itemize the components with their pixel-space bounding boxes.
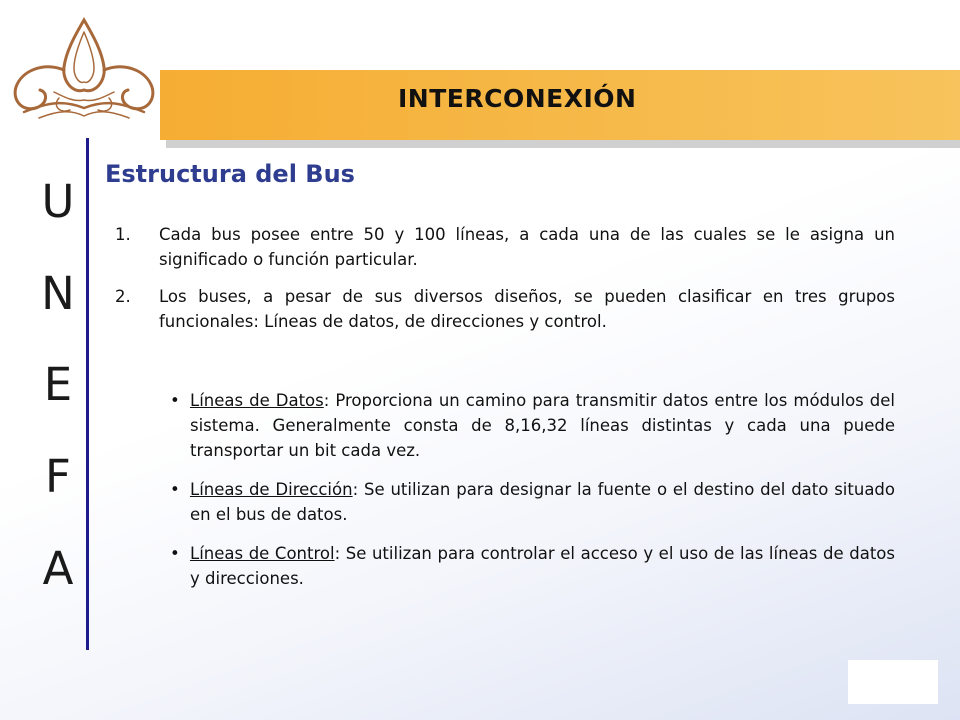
letter-u: U xyxy=(41,175,75,228)
item-number: 2. xyxy=(115,287,131,306)
item-text: Los buses, a pesar de sus diversos diseños, se pueden clasificar en tres grupos funcionales: Líneas de datos, de direcciones y control. xyxy=(159,287,895,331)
bullet-text: : Proporciona un camino para transmitir datos entre los módulos del sistema. Generalmente consta de 8,16,32 líneas distintas y cada una puede transportar un bit cada vez. xyxy=(190,391,895,460)
numbered-list xyxy=(115,222,895,346)
item-number: 1. xyxy=(115,225,131,244)
bullet-dot: • xyxy=(170,544,180,563)
bullet-text: : Se utilizan para controlar el acceso y el uso de las líneas de datos y direcciones. xyxy=(190,544,895,588)
bullet-term: Líneas de Datos xyxy=(190,391,324,410)
bullet-list xyxy=(170,388,895,605)
letter-a: A xyxy=(42,542,74,595)
bullet-text: : Se utilizan para designar la fuente o el destino del dato situado en el bus de datos. xyxy=(190,480,896,524)
section-subtitle: Estructura del Bus xyxy=(105,160,355,188)
ornament-logo xyxy=(4,12,164,132)
item-text: Cada bus posee entre 50 y 100 líneas, a cada una de las cuales se le asigna un significado o función particular. xyxy=(159,225,895,269)
bullet-item xyxy=(170,388,895,463)
bullet-term: Líneas de Control xyxy=(190,544,335,563)
numbered-item xyxy=(115,222,895,272)
slide-title: INTERCONEXIÓN xyxy=(398,84,637,113)
bullet-item xyxy=(170,541,895,591)
vertical-rule xyxy=(86,138,89,650)
bullet-item xyxy=(170,477,895,527)
corner-placeholder-box xyxy=(848,660,938,704)
letter-f: F xyxy=(45,450,71,503)
bullet-dot: • xyxy=(170,391,180,410)
numbered-item xyxy=(115,284,895,334)
bullet-dot: • xyxy=(170,480,180,499)
letter-e: E xyxy=(43,358,73,411)
letter-n: N xyxy=(41,267,75,320)
bullet-term: Líneas de Dirección xyxy=(190,480,353,499)
